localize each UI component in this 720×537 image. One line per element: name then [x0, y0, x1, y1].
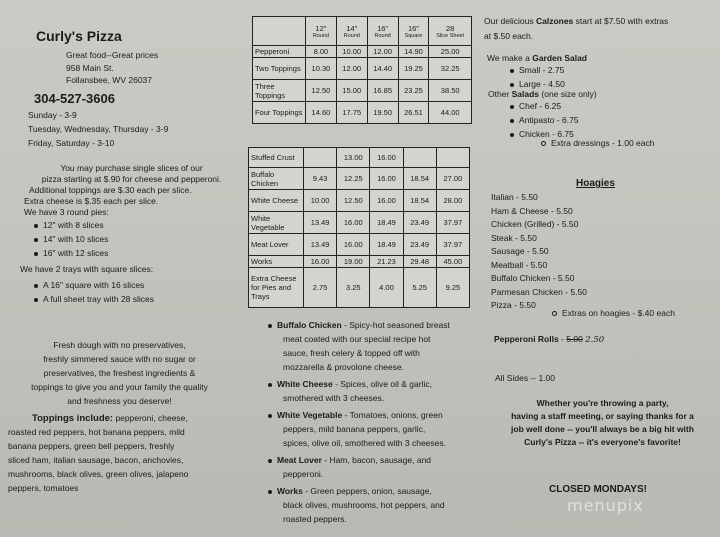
- list-item: White Cheese - Spices, olive oil & garlic, smothered with 3 cheeses.: [268, 379, 478, 404]
- list-item: Buffalo Chicken - Spicy-hot seasoned breast meat coated with our special recipe hot sauce, fresh celery & topped off with mozzarella & provolone cheese.: [268, 320, 478, 373]
- table-row: Stuffed Crust 13.00 16.00: [249, 148, 470, 168]
- garden-salad-heading: We make a Garden Salad: [487, 53, 588, 63]
- fresh-line: preservatives, the freshest ingredients &: [43, 368, 196, 378]
- phone-number: 304-527-3606: [34, 91, 115, 106]
- other-salads-heading: Other Salads (one size only): [488, 89, 597, 99]
- list-item: Chicken (Grilled) - 5.50: [491, 219, 579, 229]
- hoagie-extras: Extras on hoagies - $.40 each: [552, 308, 675, 319]
- hoagies-list: [491, 192, 587, 311]
- address-city: Follansbee, WV 26037: [66, 75, 152, 85]
- col-header: 28 Slice Sheet: [429, 17, 472, 46]
- toppings-line: pepperoni, cheese,: [113, 413, 188, 423]
- col-header: 16" Square: [398, 17, 429, 46]
- table-row: Four Toppings 14.60 17.75 19.50 26.51 44.00: [253, 102, 472, 124]
- slices-line: We have 3 round pies:: [24, 207, 109, 217]
- toppings-line: banana peppers, green bell peppers, freshly: [8, 441, 175, 451]
- table-row: Buffalo Chicken 9.43 12.25 16.00 18.54 27.00: [249, 168, 470, 190]
- hoagies-title: Hoagies: [576, 178, 615, 189]
- list-item: Ham & Cheese - 5.50: [491, 205, 573, 216]
- fresh-line: freshly simmered sauce with no sugar or: [43, 354, 196, 364]
- fresh-line: and freshness you deserve!: [67, 396, 172, 406]
- square-intro: We have 2 trays with square slices:: [20, 264, 154, 274]
- toppings-line: mushrooms, black olives, green olives, jalapeno: [8, 469, 189, 479]
- list-item: Small - 2.75: [519, 65, 565, 75]
- tagline: Great food--Great prices: [66, 50, 159, 60]
- toppings-list: [8, 413, 233, 494]
- all-sides: All Sides -- 1.00: [495, 373, 555, 383]
- old-price: 5.00: [566, 334, 583, 344]
- slices-extra: [24, 185, 192, 218]
- list-item: Steak - 5.50: [491, 232, 537, 243]
- list-item: Meat Lover - Ham, bacon, sausage, and pepperoni.: [268, 455, 478, 480]
- table-row: Two Toppings 10.30 12.00 14.40 19.25 32.25: [253, 58, 472, 80]
- round-pie-item: 16" with 12 slices: [43, 248, 109, 258]
- table-row: Meat Lover 13.49 16.00 18.49 23.49 37.97: [249, 234, 470, 256]
- slices-line: Extra cheese is $.35 each per slice.: [24, 196, 159, 206]
- table-row: Works 16.00 19.00 21.23 29.48 45.00: [249, 256, 470, 268]
- pepperoni-rolls: Pepperoni Rolls - 5.00 2.50: [494, 334, 605, 345]
- toppings-label: Toppings include:: [32, 413, 114, 424]
- col-header: 14" Round: [336, 17, 367, 46]
- round-pies-list: [34, 220, 108, 259]
- slices-line: Additional toppings are $.30 each per slice.: [29, 185, 192, 195]
- fresh-line: toppings to give you and your family the quality: [31, 382, 208, 392]
- slices-line: You may purchase single slices of our: [60, 163, 203, 173]
- toppings-line: roasted red peppers, hot banana peppers, mild: [8, 427, 185, 437]
- closed-notice: CLOSED MONDAYS!: [549, 484, 647, 495]
- party-message: Whether you're throwing a party, having a staff meeting, or saying thanks for a job well done -- you'll always be a big hit with Curly's Pizza -- it's everyone's favorite!: [511, 398, 694, 447]
- list-item: White Vegetable - Tomatoes, onions, green peppers, mild banana peppers, garlic, spices, olive oil, smothered with 3 cheeses.: [268, 410, 478, 449]
- hours-line: Tuesday, Wednesday, Thursday - 3-9: [28, 124, 169, 134]
- list-item: Parmesan Chicken - 5.50: [491, 286, 587, 297]
- table-row: Three Toppings 12.50 15.00 16.85 23.25 38.50: [253, 80, 472, 102]
- hours-line: Friday, Saturday - 3-10: [28, 138, 115, 148]
- toppings-line: sliced ham, italian sausage, bacon, anchovies,: [8, 455, 184, 465]
- list-item: Chicken - 6.75: [519, 129, 574, 139]
- round-pie-item: 14" with 10 slices: [43, 234, 109, 244]
- restaurant-name: Curly's Pizza: [36, 28, 122, 44]
- new-price: 2.50: [585, 335, 605, 345]
- table-row: White Vegetable 13.49 16.00 18.49 23.49 37.97: [249, 212, 470, 234]
- list-item: Meatball - 5.50: [491, 259, 548, 270]
- square-tray-item: A full sheet tray with 28 slices: [43, 294, 155, 304]
- specialty-descriptions: [268, 320, 478, 525]
- round-pie-item: 12" with 8 slices: [43, 220, 104, 230]
- hours-list: [28, 110, 168, 149]
- square-tray-item: A 16" square with 16 slices: [43, 280, 145, 290]
- garden-salad-list: [510, 65, 565, 90]
- list-item: Works - Green peppers, onion, sausage, black olives, mushrooms, hot peppers, and roasted peppers.: [268, 486, 478, 525]
- col-header: 12" Round: [306, 17, 337, 46]
- extra-dressings: Extra dressings - 1.00 each: [541, 138, 654, 149]
- table-header-row: [253, 17, 472, 46]
- list-item: Sausage - 5.50: [491, 246, 549, 256]
- hours-line: Sunday - 3-9: [28, 110, 77, 120]
- list-item: Antipasto - 6.75: [519, 115, 579, 125]
- list-item: Chef - 6.25: [519, 101, 562, 111]
- fresh-statement: [12, 340, 227, 407]
- calzones-text: Our delicious Calzones start at $7.50 with extras at $.50 each.: [484, 16, 669, 41]
- fresh-line: Fresh dough with no preservatives,: [53, 340, 186, 350]
- table-row: Extra Cheese for Pies and Trays 2.75 3.25 4.00 5.25 9.25: [249, 268, 470, 308]
- pizza-price-table: [252, 16, 472, 124]
- list-item: Pizza - 5.50: [491, 300, 536, 310]
- table-row: White Cheese 10.00 12.50 16.00 18.54 28.00: [249, 190, 470, 212]
- specialty-price-table: [248, 147, 470, 308]
- slices-line: pizza starting at $.90 for cheese and pepperoni.: [41, 174, 222, 184]
- table-row: Pepperoni 8.00 10.00 12.00 14.90 25.00: [253, 46, 472, 58]
- toppings-line: peppers, tomatoes: [8, 483, 79, 493]
- square-trays-list: [34, 280, 154, 305]
- address-street: 958 Main St.: [66, 63, 114, 73]
- list-item: Italian - 5.50: [491, 192, 538, 202]
- list-item: Buffalo Chicken - 5.50: [491, 273, 575, 283]
- col-header: 16" Round: [367, 17, 398, 46]
- slices-intro: [24, 163, 239, 185]
- other-salads-list: [510, 101, 579, 140]
- list-item: Large - 4.50: [519, 79, 565, 89]
- menupix-watermark: menupix: [567, 496, 644, 515]
